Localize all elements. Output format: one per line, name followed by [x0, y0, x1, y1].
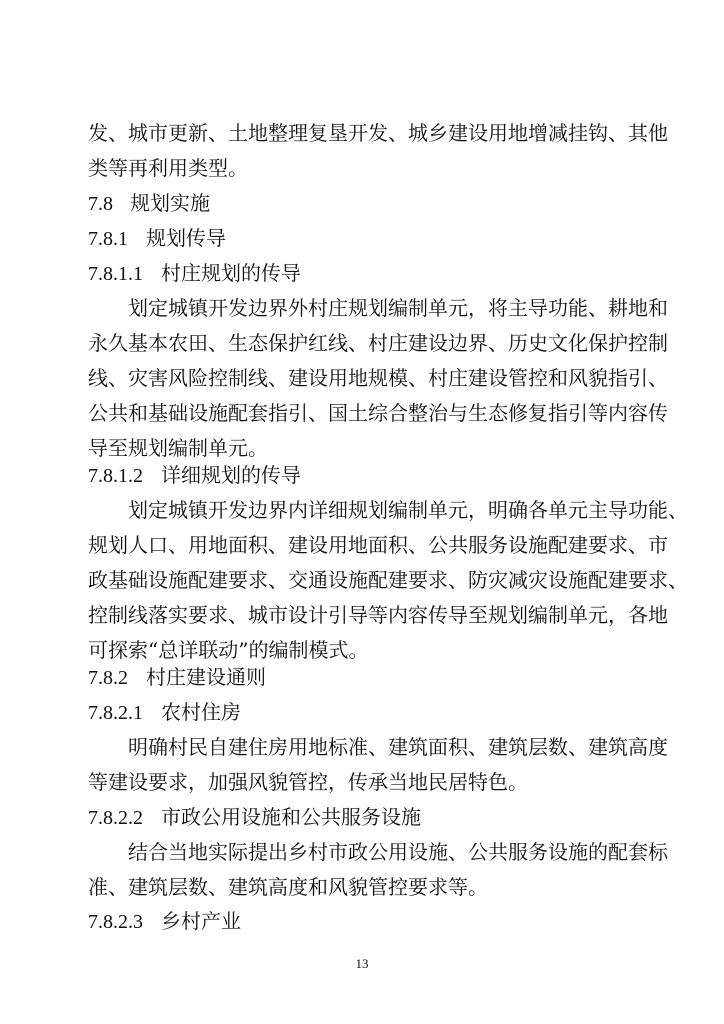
section-number: 7.8.2.2 [88, 807, 143, 829]
paragraph-line: 明确村民自建住房用地标准、建筑面积、建筑层数、建筑高度 [128, 735, 668, 759]
section-number: 7.8.2.3 [88, 911, 143, 933]
paragraph-line: 政基础设施配建要求、交通设施配建要求、防灾减灾设施配建要求、 [88, 568, 688, 592]
paragraph-line: 可探索“总详联动”的编制模式。 [88, 638, 369, 662]
section-title: 村庄建设通则 [146, 665, 266, 689]
section-heading-7-8 [88, 191, 210, 216]
paragraph-line: 类等再利用类型。 [88, 156, 248, 180]
section-number: 7.8.1.2 [88, 465, 143, 487]
paragraph-line: 划定城镇开发边界外村庄规划编制单元，将主导功能、耕地和 [128, 296, 668, 320]
section-number: 7.8.2.1 [88, 702, 143, 724]
paragraph-line: 永久基本农田、生态保护红线、村庄建设边界、历史文化保护控制 [88, 331, 668, 355]
section-title: 市政公用设施和公共服务设施 [161, 805, 421, 829]
section-heading-7-8-1-2 [88, 463, 301, 488]
paragraph-line: 导至规划编制单元。 [88, 436, 268, 460]
section-heading-7-8-2 [88, 665, 266, 690]
section-title: 详细规划的传导 [161, 463, 301, 487]
section-number: 7.8.1.1 [88, 263, 143, 285]
section-heading-7-8-1-1 [88, 261, 301, 286]
page-number: 13 [355, 956, 369, 971]
paragraph-line: 划定城镇开发边界内详细规划编制单元，明确各单元主导功能、 [128, 498, 688, 522]
section-number: 7.8.2 [88, 667, 128, 689]
section-heading-7-8-2-3 [88, 909, 241, 934]
section-title: 规划实施 [130, 191, 210, 215]
section-heading-7-8-1 [88, 226, 226, 251]
paragraph-line: 发、城市更新、土地整理复垦开发、城乡建设用地增减挂钩、其他 [88, 121, 668, 145]
paragraph-line: 准、建筑层数、建筑高度和风貌管控要求等。 [88, 875, 488, 899]
paragraph-line: 等建设要求，加强风貌管控，传承当地民居特色。 [88, 770, 528, 794]
section-number: 7.8.1 [88, 228, 128, 250]
paragraph-line: 规划人口、用地面积、建设用地面积、公共服务设施配建要求、市 [88, 533, 668, 557]
paragraph-line: 线、灾害风险控制线、建设用地规模、村庄建设管控和风貌指引、 [88, 366, 668, 390]
section-title: 乡村产业 [161, 909, 241, 933]
section-title: 农村住房 [161, 700, 241, 724]
section-title: 村庄规划的传导 [161, 261, 301, 285]
paragraph-line: 公共和基础设施配套指引、国土综合整治与生态修复指引等内容传 [88, 401, 668, 425]
section-heading-7-8-2-1 [88, 700, 241, 725]
section-heading-7-8-2-2 [88, 805, 421, 830]
paragraph-line: 结合当地实际提出乡村市政公用设施、公共服务设施的配套标 [128, 840, 668, 864]
section-title: 规划传导 [146, 226, 226, 250]
section-number: 7.8 [88, 193, 113, 215]
paragraph-line: 控制线落实要求、城市设计引导等内容传导至规划编制单元，各地 [88, 603, 668, 627]
